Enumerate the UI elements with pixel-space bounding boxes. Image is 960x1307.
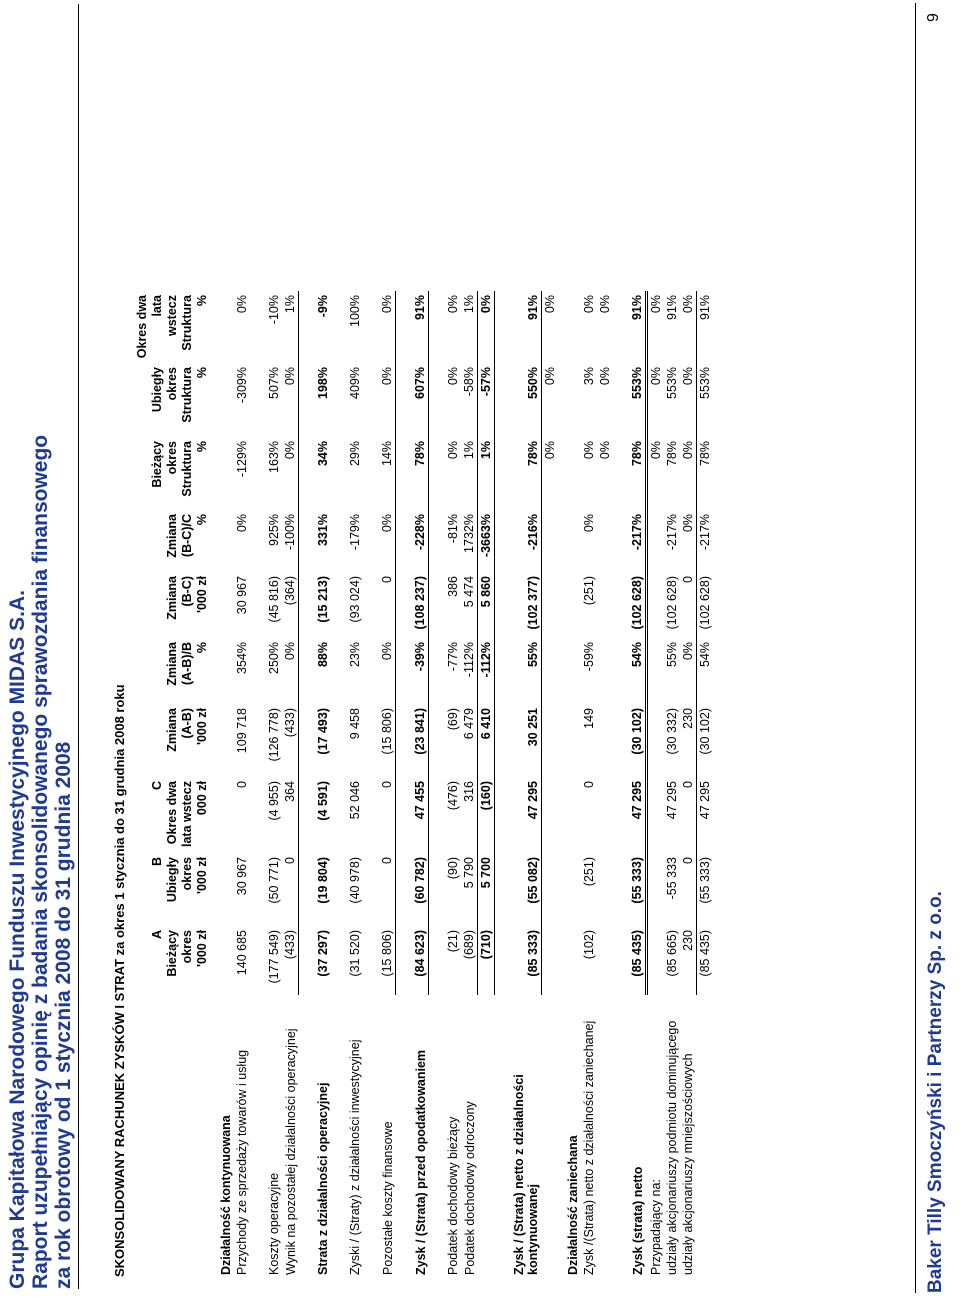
column-header-structure-c: Okres dwa lata wstecz Struktura % xyxy=(135,295,209,359)
cell-structure-a: 0% xyxy=(648,441,663,460)
cell-b xyxy=(541,853,558,926)
cell-c xyxy=(541,777,558,853)
row-label: Zysk /(Strata) netto z działalności zaniechanej xyxy=(581,1020,596,1275)
cell-structure-b: -58% xyxy=(461,363,478,437)
cell-structure-a: 163% xyxy=(267,441,281,473)
cell-c: 316 xyxy=(461,777,478,853)
cell-c: 0 xyxy=(379,777,396,853)
cell-change-bc-pct: 0% xyxy=(235,514,249,533)
cell-change-ab: (30 102) xyxy=(629,704,647,777)
cell-change-ab-pct: 0% xyxy=(282,638,299,704)
cell-a: (84 623) xyxy=(412,926,429,995)
row-net-total xyxy=(696,291,713,1279)
cell-structure-b: 0% xyxy=(446,367,460,386)
cell-change-bc: 5 860 xyxy=(478,572,495,638)
cell-change-ab-pct: -112% xyxy=(461,638,478,704)
cell-change-ab xyxy=(541,704,558,777)
cell-change-bc-pct: 331% xyxy=(316,514,330,546)
cell-change-ab: (30 332) xyxy=(664,708,679,755)
row-pretax xyxy=(412,291,429,1279)
cell-a: (177 549) xyxy=(267,930,281,984)
row-zero-1 xyxy=(541,291,558,1279)
cell-change-bc: (108 237) xyxy=(412,572,429,638)
cell-change-bc-pct xyxy=(597,510,613,572)
row-net-discontinued xyxy=(581,291,597,1279)
cell-change-ab: (69) xyxy=(446,708,460,731)
cell-b: 0 xyxy=(379,853,396,926)
cell-change-bc-pct: -100% xyxy=(282,510,299,572)
cell-structure-b: 0% xyxy=(282,363,299,437)
cell-a: (433) xyxy=(282,926,299,995)
cell-structure-c: 0% xyxy=(235,295,249,314)
cell-change-ab-pct: 250% xyxy=(267,642,281,674)
cell-change-ab: 6 410 xyxy=(478,704,495,777)
cell-change-ab-pct: -77% xyxy=(446,642,460,672)
cell-structure-a: 78% xyxy=(664,441,679,467)
cell-structure-b: 0% xyxy=(648,367,663,386)
cell-structure-b: 198% xyxy=(316,367,330,399)
cell-c: (4 591) xyxy=(316,781,330,821)
cell-change-bc: (364) xyxy=(282,572,299,638)
header-line-2: Raport uzupełniający opinię z badania skonsolidowanego sprawozdania finansowego xyxy=(29,434,52,1289)
cell-c: 0 xyxy=(235,781,249,788)
column-header-structure-a: Bieżący okres Struktura % xyxy=(150,441,209,497)
cell-structure-b: -57% xyxy=(478,363,495,437)
cell-structure-a: 14% xyxy=(379,437,396,510)
row-label: Podatek dochodowy odroczony xyxy=(462,1101,477,1275)
cell-structure-c: 1% xyxy=(282,291,299,363)
cell-structure-b: -309% xyxy=(235,367,249,404)
row-investment xyxy=(347,291,363,1279)
cell-change-bc-pct xyxy=(541,510,558,572)
row-minority-shareholders xyxy=(680,291,697,1279)
row-label: udziały akcjonariuszy podmiotu dominującego xyxy=(664,1020,679,1275)
cell-structure-a: 1% xyxy=(461,437,478,510)
cell-c xyxy=(646,777,664,853)
row-label: Wynik na pozostałej działalności operacyjnej xyxy=(283,1028,298,1275)
cell-structure-a: 0% xyxy=(542,441,557,460)
row-current-tax xyxy=(445,291,461,1279)
cell-b: (19 804) xyxy=(316,857,330,904)
cell-a: (37 297) xyxy=(316,930,330,977)
column-header-structure-b: Ubiegły okres Struktura % xyxy=(150,367,209,423)
cell-structure-c: 91% xyxy=(629,291,647,363)
cell-structure-c: 1% xyxy=(461,291,478,363)
footer-firm: Baker Tilly Smoczyński i Partnerzy Sp. z o.o. xyxy=(925,891,946,1293)
cell-structure-b: 409% xyxy=(348,367,362,399)
header-line-3: za rok obrotowy od 1 stycznia 2008 do 31 grudnia 2008 xyxy=(52,741,75,1289)
row-label: Pozostałe koszty finansowe xyxy=(380,1121,395,1275)
row-label: Zysk (strata) netto xyxy=(631,1166,645,1275)
cell-b: 30 967 xyxy=(235,857,249,896)
column-header-b: B Ubiegły okres '000 zł xyxy=(150,857,209,903)
cell-change-ab: (15 806) xyxy=(379,704,396,777)
cell-structure-b: 507% xyxy=(267,367,281,399)
cell-a: (689) xyxy=(461,926,478,995)
cell-structure-b: 0% xyxy=(680,363,697,437)
cell-a: 140 685 xyxy=(235,930,249,976)
cell-change-ab-pct: 23% xyxy=(348,642,362,668)
cell-change-bc: (15 213) xyxy=(316,576,330,623)
cell-b: 5 700 xyxy=(478,853,495,926)
footer-divider xyxy=(915,3,916,1293)
cell-change-bc-pct: -217% xyxy=(664,514,679,551)
cell-structure-c: 91% xyxy=(412,291,429,363)
row-deferred-tax xyxy=(461,291,478,1279)
cell-c: (476) xyxy=(446,781,460,811)
cell-c: (160) xyxy=(478,777,495,853)
cell-b: 0 xyxy=(282,853,299,926)
cell-a: 230 xyxy=(680,926,697,995)
cell-structure-b: 3% xyxy=(581,367,596,386)
cell-change-ab-pct: 0% xyxy=(379,638,396,704)
row-operating-result xyxy=(315,291,331,1279)
cell-structure-c: -10% xyxy=(267,295,281,325)
cell-a xyxy=(646,926,664,995)
row-zero-2 xyxy=(597,291,613,1279)
cell-change-bc-pct: 1732% xyxy=(461,510,478,572)
cell-b: -55 333 xyxy=(664,857,679,900)
cell-c xyxy=(597,777,613,853)
cell-structure-b: 553% xyxy=(664,367,679,399)
cell-c: 47 295 xyxy=(697,781,712,820)
column-header-c: C Okres dwa lata wstecz 000 zł xyxy=(150,781,209,848)
cell-b xyxy=(597,853,613,926)
cell-structure-a: 34% xyxy=(316,441,330,467)
cell-b: (55 082) xyxy=(511,853,541,926)
row-label xyxy=(597,995,613,1279)
cell-change-ab: 230 xyxy=(680,704,697,777)
cell-structure-c: 91% xyxy=(697,295,712,321)
cell-b: (55 333) xyxy=(697,857,712,904)
row-label xyxy=(478,995,495,1279)
cell-change-ab-pct xyxy=(541,638,558,704)
cell-structure-a: 29% xyxy=(348,441,362,467)
cell-change-bc xyxy=(541,572,558,638)
cell-a: (15 806) xyxy=(379,926,396,995)
cell-change-ab-pct: 54% xyxy=(697,642,712,668)
cell-change-bc-pct: -179% xyxy=(348,514,362,551)
row-label: Podatek dochodowy bieżący xyxy=(446,1116,460,1275)
cell-change-ab: 149 xyxy=(581,708,596,729)
cell-b: 5 790 xyxy=(461,853,478,926)
cell-a: (21) xyxy=(446,930,460,953)
cell-change-bc-pct: -217% xyxy=(697,514,712,551)
cell-structure-c: 100% xyxy=(348,295,362,327)
cell-structure-b: 553% xyxy=(629,363,647,437)
cell-change-ab-pct xyxy=(646,638,664,704)
cell-change-bc: 30 967 xyxy=(235,576,249,615)
cell-c: 0 xyxy=(581,781,596,788)
cell-structure-c: 91% xyxy=(511,291,541,363)
cell-change-bc: (102 628) xyxy=(629,572,647,638)
section-discontinued: Działalność zaniechana xyxy=(565,1135,580,1275)
cell-b: (60 782) xyxy=(412,853,429,926)
row-revenue xyxy=(234,291,250,1279)
cell-structure-c: 0% xyxy=(478,291,495,363)
row-label: Przychody ze sprzedaży towarów i usług xyxy=(235,1049,249,1275)
cell-change-ab-pct: 55% xyxy=(664,642,679,668)
cell-structure-a: 78% xyxy=(412,437,429,510)
cell-structure-c: -9% xyxy=(316,295,330,318)
column-header-change-bc: Zmiana (B-C) '000 zł xyxy=(165,576,209,620)
cell-change-bc xyxy=(646,572,664,638)
row-label: Strata z działalności operacyjnej xyxy=(316,1082,330,1275)
cell-change-ab: 109 718 xyxy=(235,708,249,754)
cell-structure-c: 0% xyxy=(597,295,612,314)
row-finance-costs xyxy=(379,291,396,1279)
cell-change-bc: (102 628) xyxy=(664,576,679,630)
cell-structure-a: 0% xyxy=(581,441,596,460)
section-continuing: Działalność kontynuowana xyxy=(219,1115,233,1275)
cell-structure-c: 0% xyxy=(680,291,697,363)
cell-change-bc-pct xyxy=(646,510,664,572)
cell-change-ab: (126 778) xyxy=(267,708,281,762)
cell-b: (40 978) xyxy=(348,857,362,904)
cell-change-bc-pct: 0% xyxy=(680,510,697,572)
row-parent-shareholders xyxy=(664,291,680,1279)
cell-b xyxy=(646,853,664,926)
cell-structure-a: 78% xyxy=(697,441,712,467)
cell-a xyxy=(541,926,558,995)
column-header-change-ab-pct: Zmiana (A-B)/B % xyxy=(165,642,209,686)
cell-a: (85 435) xyxy=(629,926,647,995)
cell-structure-a: -129% xyxy=(235,441,249,478)
row-net-result xyxy=(629,291,647,1279)
cell-change-bc-pct: -217% xyxy=(629,510,647,572)
cell-change-ab-pct xyxy=(597,638,613,704)
cell-change-bc: 5 474 xyxy=(461,572,478,638)
cell-b: 0 xyxy=(680,853,697,926)
cell-change-bc-pct: 0% xyxy=(379,510,396,572)
cell-c: 47 295 xyxy=(511,777,541,853)
cell-structure-b: 0% xyxy=(379,363,396,437)
column-header-change-ab: Zmiana (A-B) '000 zł xyxy=(165,708,209,752)
cell-structure-c: 0% xyxy=(542,295,557,314)
column-header-label xyxy=(134,995,211,1279)
row-label: Koszty operacyjne xyxy=(267,1172,281,1275)
cell-structure-b: 0% xyxy=(597,367,612,386)
cell-change-ab-pct: -39% xyxy=(412,638,429,704)
column-header-a: A Bieżący okres '000 zł xyxy=(150,930,209,977)
income-statement-table xyxy=(134,291,713,1279)
cell-structure-c: 0% xyxy=(379,291,396,363)
cell-change-ab: (23 841) xyxy=(412,704,429,777)
cell-change-bc: 0 xyxy=(680,572,697,638)
cell-c: 0 xyxy=(680,777,697,853)
cell-change-bc: 386 xyxy=(446,576,460,597)
cell-change-ab: 30 251 xyxy=(511,704,541,777)
cell-a: (85 333) xyxy=(511,926,541,995)
cell-structure-b: 550% xyxy=(511,363,541,437)
page-number: 9 xyxy=(925,13,942,22)
row-label xyxy=(541,995,558,1279)
cell-c: (4 955) xyxy=(267,781,281,821)
cell-structure-b: 0% xyxy=(542,367,557,386)
cell-change-ab: 6 479 xyxy=(461,704,478,777)
cell-change-ab-pct: 354% xyxy=(235,642,249,674)
cell-change-ab-pct: -112% xyxy=(478,638,495,704)
cell-change-ab: (433) xyxy=(282,704,299,777)
cell-a: (710) xyxy=(478,926,495,995)
cell-change-ab-pct: -59% xyxy=(581,642,596,672)
cell-change-bc-pct: 0% xyxy=(581,514,596,533)
row-attributable xyxy=(646,291,664,1279)
cell-structure-b: 607% xyxy=(412,363,429,437)
cell-c: 47 295 xyxy=(629,777,647,853)
cell-change-ab-pct: 54% xyxy=(629,638,647,704)
cell-structure-a: 0% xyxy=(597,441,612,460)
cell-change-ab xyxy=(646,704,664,777)
cell-change-bc-pct: -3663% xyxy=(478,510,495,572)
cell-change-ab: (30 102) xyxy=(697,708,712,755)
cell-a: (85 665) xyxy=(664,930,679,977)
cell-b: (90) xyxy=(446,857,460,880)
cell-structure-c: 0% xyxy=(648,295,663,314)
header-divider xyxy=(78,4,79,1289)
cell-structure-b: 553% xyxy=(697,367,712,399)
cell-change-bc: (93 024) xyxy=(348,576,362,623)
cell-c: 47 455 xyxy=(412,777,429,853)
cell-structure-a: 0% xyxy=(282,437,299,510)
cell-a: (85 435) xyxy=(697,930,712,977)
statement-title: SKONSOLIDOWANY RACHUNEK ZYSKÓW I STRAT za okres 1 stycznia do 31 grudnia 2008 roku xyxy=(112,684,127,1277)
cell-change-bc xyxy=(597,572,613,638)
cell-change-ab-pct: 55% xyxy=(511,638,541,704)
header-line-1: Grupa Kapitałowa Narodowego Funduszu Inwestycyjnego MIDAS S.A. xyxy=(6,590,29,1289)
cell-a: (31 520) xyxy=(348,930,362,977)
cell-change-bc-pct: -228% xyxy=(412,510,429,572)
cell-change-ab xyxy=(597,704,613,777)
cell-change-ab-pct: 88% xyxy=(316,642,330,668)
cell-change-bc: (251) xyxy=(581,576,596,606)
cell-change-ab: (17 493) xyxy=(316,708,330,755)
row-label: Zysk / (Strata) przed opodatkowaniem xyxy=(413,1049,428,1275)
cell-structure-c: 0% xyxy=(581,295,596,314)
row-operating-costs xyxy=(266,291,282,1279)
cell-change-ab-pct: 0% xyxy=(680,638,697,704)
cell-structure-a: 0% xyxy=(446,441,460,460)
row-net-continuing xyxy=(511,291,541,1279)
cell-change-bc: (45 816) xyxy=(267,576,281,623)
cell-structure-a: 1% xyxy=(478,437,495,510)
cell-change-bc-pct: -81% xyxy=(446,514,460,544)
report-header xyxy=(6,29,75,1289)
cell-structure-a: 78% xyxy=(629,437,647,510)
row-label: Zyski / (Straty) z działalności inwestycyjnej xyxy=(348,1039,362,1275)
row-label: Zysk / (Strata) netto z działalności kontynuowanej xyxy=(512,1074,540,1275)
row-tax-total xyxy=(478,291,495,1279)
cell-change-ab: 9 458 xyxy=(348,708,362,740)
cell-b: (55 333) xyxy=(629,853,647,926)
cell-structure-c: 0% xyxy=(446,295,460,314)
row-other-operating xyxy=(282,291,299,1279)
cell-change-bc: (102 628) xyxy=(697,576,712,630)
cell-a xyxy=(597,926,613,995)
cell-b: (251) xyxy=(581,857,596,887)
cell-change-bc-pct: 925% xyxy=(267,514,281,546)
cell-structure-a: 0% xyxy=(680,437,697,510)
cell-c: 52 046 xyxy=(348,781,362,820)
cell-structure-c: 91% xyxy=(664,295,679,321)
cell-b: (50 771) xyxy=(267,857,281,904)
row-label: Przypadający na: xyxy=(648,1179,663,1275)
row-label: udziały akcjonariuszy mniejszościowych xyxy=(681,1053,695,1275)
cell-structure-a: 78% xyxy=(511,437,541,510)
column-header-row xyxy=(134,291,211,1279)
cell-c: 47 295 xyxy=(664,781,679,820)
column-header-change-bc-pct: Zmiana (B-C)/C % xyxy=(165,514,209,558)
cell-change-bc-pct: -216% xyxy=(511,510,541,572)
row-label xyxy=(696,995,713,1279)
cell-c: 364 xyxy=(282,777,299,853)
cell-change-bc: (102 377) xyxy=(511,572,541,638)
cell-change-bc: 0 xyxy=(379,572,396,638)
cell-a: (102) xyxy=(581,930,596,960)
